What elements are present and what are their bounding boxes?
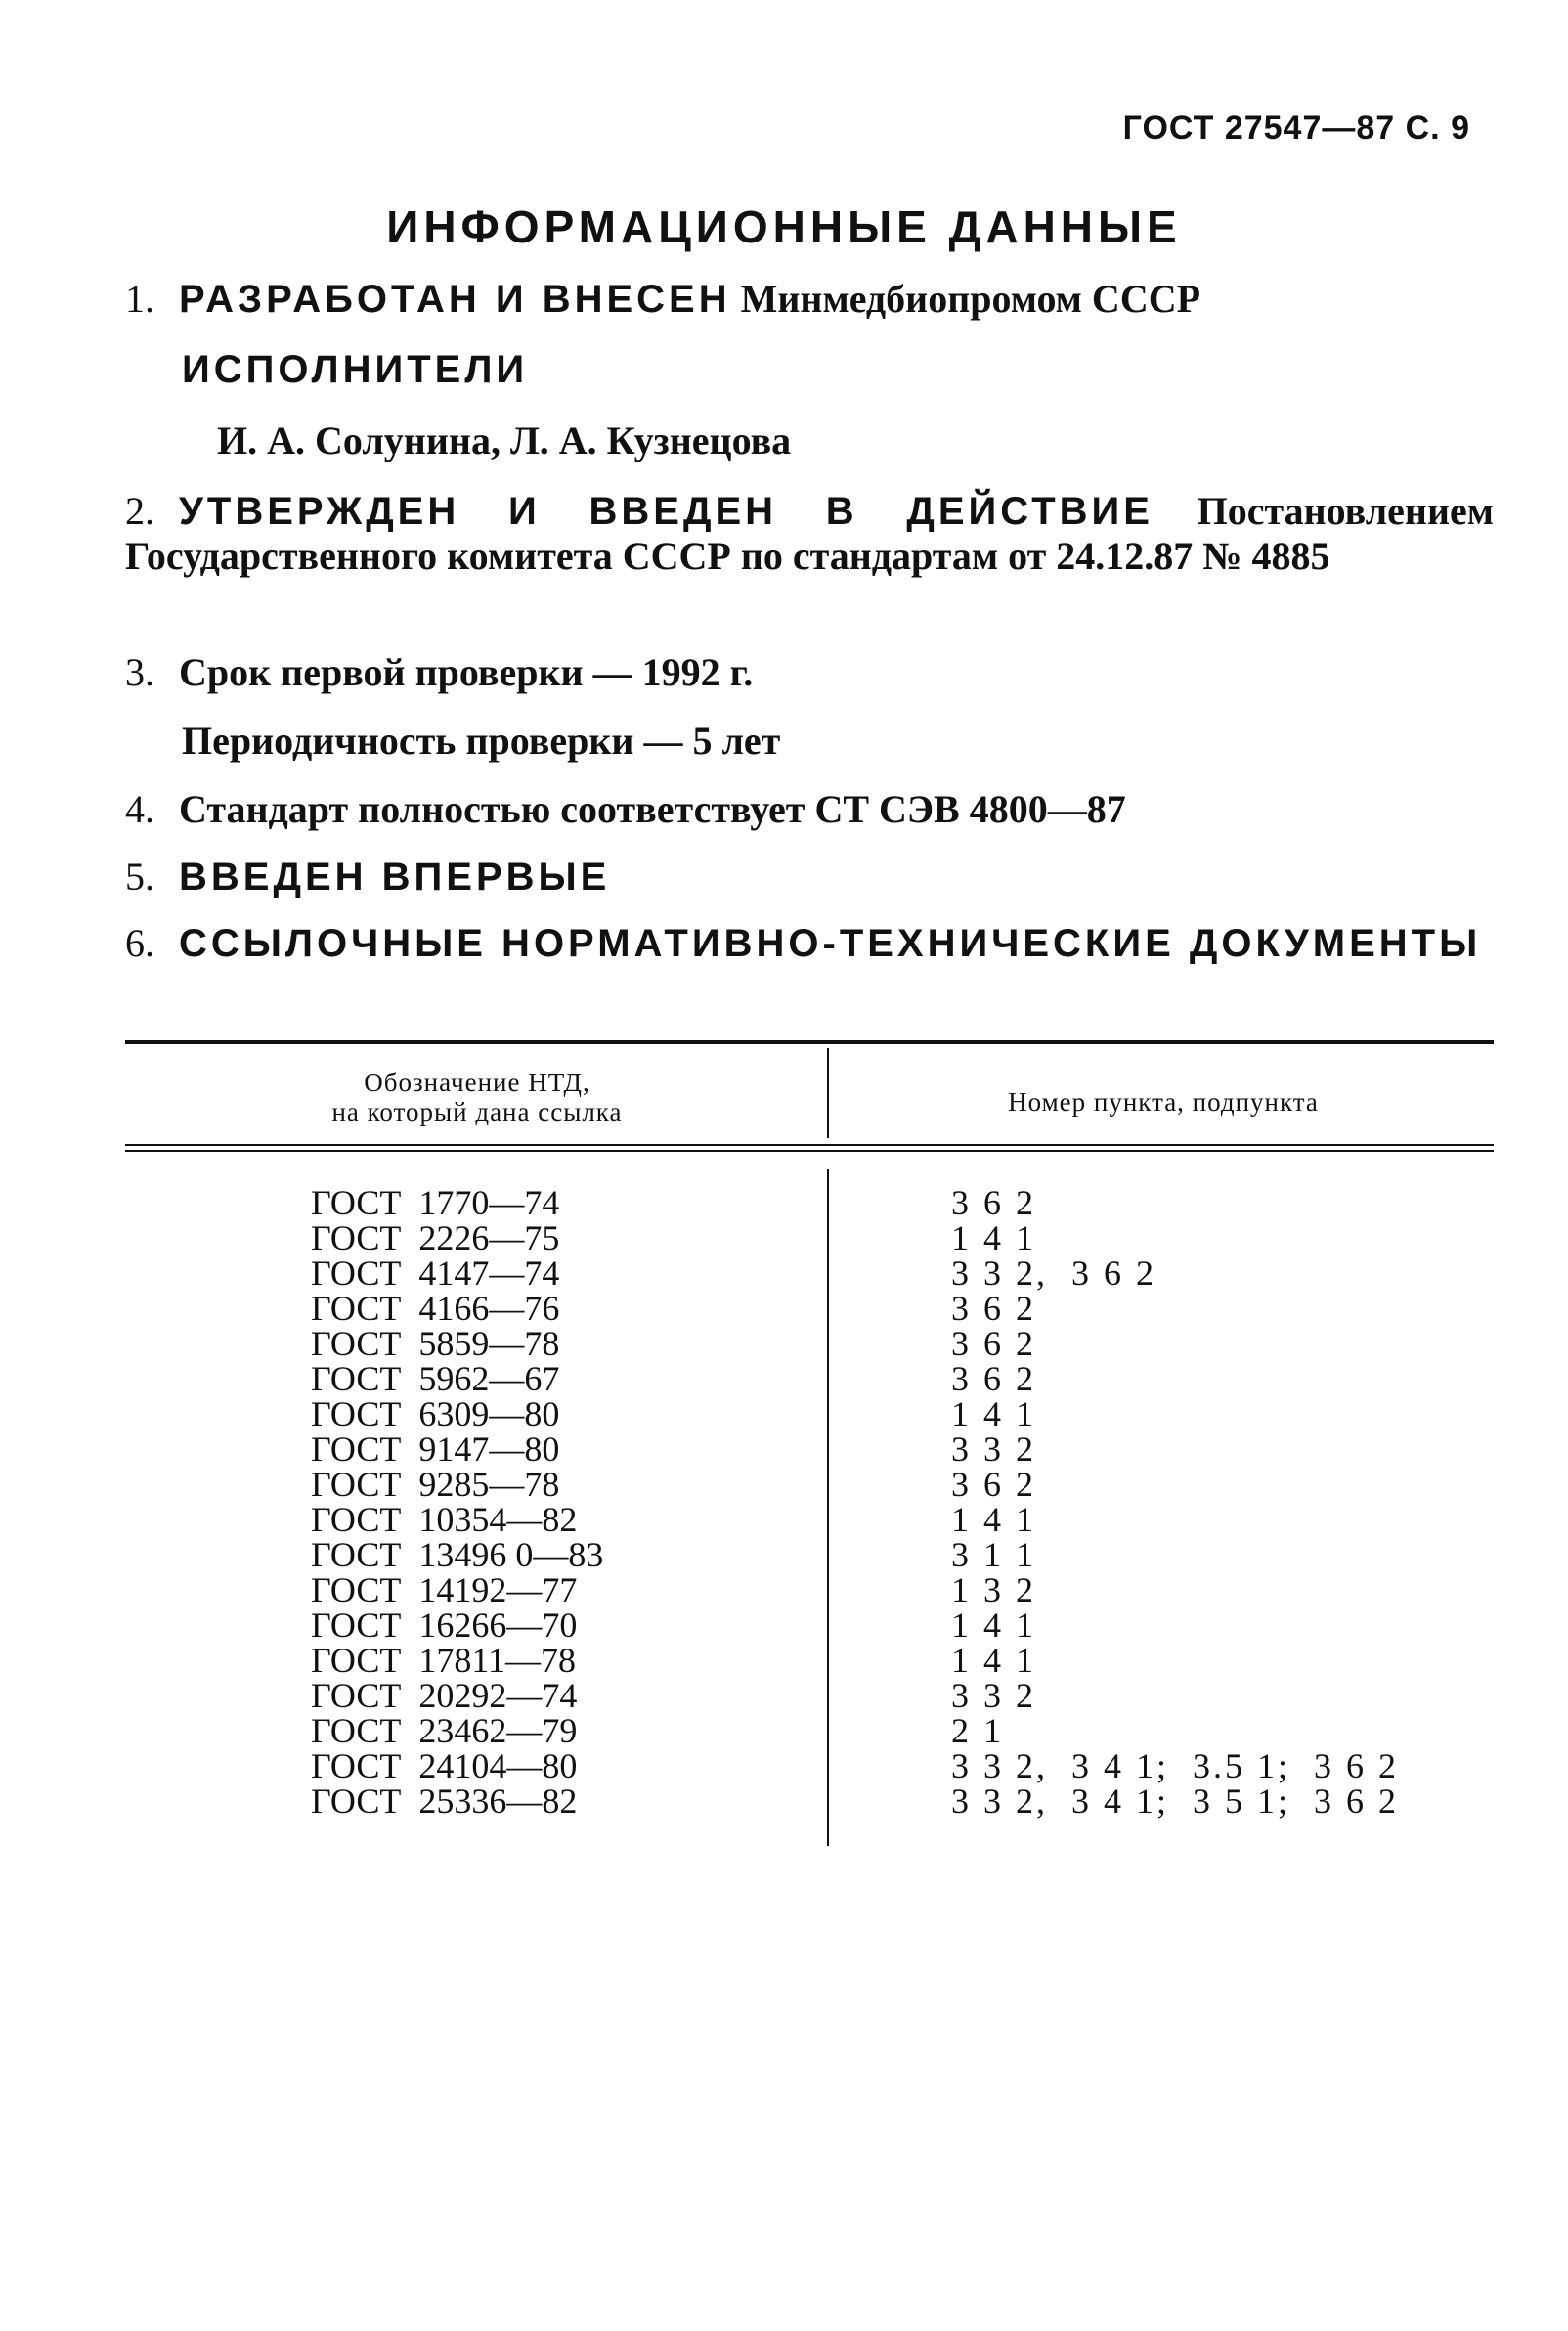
ntd-designation: ГОСТ 10354—82 bbox=[311, 1500, 578, 1539]
ntd-designation: ГОСТ 2226—75 bbox=[311, 1218, 560, 1257]
item-first-check bbox=[125, 650, 1494, 695]
column-header-clause: Номер пункта, подпункта bbox=[1008, 1087, 1319, 1117]
table-row bbox=[125, 1502, 1494, 1537]
table-row bbox=[125, 1326, 1494, 1361]
clause-number: 1 4 1 bbox=[951, 1218, 1036, 1257]
ntd-designation: ГОСТ 20292—74 bbox=[311, 1676, 578, 1715]
clause-number: 3 3 2, 3 4 1; 3 5 1; 3 6 2 bbox=[951, 1781, 1400, 1821]
clause-number: 3 1 1 bbox=[951, 1535, 1036, 1574]
item-compliance bbox=[125, 787, 1494, 832]
item-lead: РАЗРАБОТАН И ВНЕСЕН bbox=[179, 278, 731, 321]
table-row bbox=[125, 1537, 1494, 1572]
table-row bbox=[125, 1361, 1494, 1396]
ntd-designation: ГОСТ 25336—82 bbox=[311, 1781, 578, 1821]
ntd-designation: ГОСТ 13496 0—83 bbox=[311, 1535, 604, 1574]
item-number: 6. bbox=[125, 921, 154, 965]
table-row bbox=[125, 1783, 1494, 1819]
column-header-ntd-line2: на который дана ссылка bbox=[331, 1097, 623, 1126]
executors-names: И. А. Солунина, Л. А. Кузнецова bbox=[217, 418, 792, 462]
clause-number: 3 3 2 bbox=[951, 1676, 1036, 1715]
clause-number: 3 3 2, 3 6 2 bbox=[951, 1253, 1156, 1293]
clause-number: 3 6 2 bbox=[951, 1183, 1036, 1222]
ntd-designation: ГОСТ 5859—78 bbox=[311, 1324, 560, 1363]
header-column-divider bbox=[827, 1048, 829, 1138]
ntd-designation: ГОСТ 16266—70 bbox=[311, 1605, 578, 1645]
table-row bbox=[125, 1748, 1494, 1783]
clause-number: 1 4 1 bbox=[951, 1500, 1036, 1539]
ntd-designation: ГОСТ 5962—67 bbox=[311, 1359, 560, 1398]
ntd-designation: ГОСТ 17811—78 bbox=[311, 1641, 577, 1680]
item-approved bbox=[125, 489, 1494, 579]
ntd-designation: ГОСТ 14192—77 bbox=[311, 1570, 578, 1609]
document-section-title: ИНФОРМАЦИОННЫЕ ДАННЫЕ bbox=[386, 201, 1182, 252]
item-lead: УТВЕРЖДЕН И ВВЕДЕН В ДЕЙСТВИЕ bbox=[179, 490, 1154, 533]
item-text: Постановлением Государственного комитета СССР по стандартам от 24.12.87 № 4885 bbox=[125, 489, 1495, 578]
table-row bbox=[125, 1607, 1494, 1643]
table-row bbox=[125, 1643, 1494, 1678]
item-text: Стандарт полностью соответствует СТ СЭВ 4800—87 bbox=[179, 787, 1126, 831]
column-header-ntd bbox=[223, 1068, 731, 1126]
item-reference-documents bbox=[125, 921, 1484, 966]
item-text: Минмедбиопромом СССР bbox=[740, 277, 1201, 321]
item-text: Срок первой проверки — 1992 г. bbox=[179, 650, 754, 694]
clause-number: 3 6 2 bbox=[951, 1465, 1036, 1504]
ntd-designation: ГОСТ 9285—78 bbox=[311, 1465, 560, 1504]
item-introduced-first bbox=[125, 855, 1494, 900]
table-row bbox=[125, 1431, 1494, 1467]
reference-table-body bbox=[125, 1185, 1494, 1819]
check-periodicity: Периодичность проверки — 5 лет bbox=[182, 719, 781, 763]
item-number: 5. bbox=[125, 855, 154, 899]
table-row bbox=[125, 1220, 1494, 1255]
table-row bbox=[125, 1713, 1494, 1748]
table-row bbox=[125, 1467, 1494, 1502]
clause-number: 1 3 2 bbox=[951, 1570, 1036, 1609]
table-row bbox=[125, 1572, 1494, 1607]
clause-number: 1 4 1 bbox=[951, 1394, 1036, 1433]
table-row bbox=[125, 1255, 1494, 1291]
clause-number: 2 1 bbox=[951, 1711, 1004, 1750]
table-top-rule bbox=[125, 1040, 1494, 1044]
clause-number: 1 4 1 bbox=[951, 1641, 1036, 1680]
clause-number: 3 6 2 bbox=[951, 1289, 1036, 1328]
table-row bbox=[125, 1291, 1494, 1326]
item-number: 3. bbox=[125, 650, 154, 694]
table-row bbox=[125, 1396, 1494, 1431]
ntd-designation: ГОСТ 23462—79 bbox=[311, 1711, 578, 1750]
clause-number: 3 6 2 bbox=[951, 1324, 1036, 1363]
table-row bbox=[125, 1185, 1494, 1220]
item-developed-by bbox=[125, 277, 1494, 322]
table-header-rule bbox=[125, 1144, 1494, 1152]
page-header: ГОСТ 27547—87 С. 9 bbox=[1122, 110, 1470, 147]
item-number: 1. bbox=[125, 277, 154, 321]
clause-number: 3 6 2 bbox=[951, 1359, 1036, 1398]
clause-number: 3 3 2, 3 4 1; 3.5 1; 3 6 2 bbox=[951, 1746, 1400, 1785]
item-lead: ВВЕДЕН ВПЕРВЫЕ bbox=[179, 856, 611, 899]
column-header-ntd-line1: Обозначение НТД, bbox=[364, 1068, 590, 1097]
executors-label: ИСПОЛНИТЕЛИ bbox=[182, 348, 529, 391]
ntd-designation: ГОСТ 6309—80 bbox=[311, 1394, 560, 1433]
item-number: 4. bbox=[125, 787, 154, 831]
item-number: 2. bbox=[125, 489, 154, 533]
item-lead: ССЫЛОЧНЫЕ НОРМАТИВНО-ТЕХНИЧЕСКИЕ ДОКУМЕНТЫ bbox=[179, 922, 1482, 965]
ntd-designation: ГОСТ 9147—80 bbox=[311, 1429, 560, 1469]
clause-number: 3 3 2 bbox=[951, 1429, 1036, 1469]
ntd-designation: ГОСТ 4166—76 bbox=[311, 1289, 560, 1328]
ntd-designation: ГОСТ 4147—74 bbox=[311, 1253, 560, 1293]
table-row bbox=[125, 1678, 1494, 1713]
ntd-designation: ГОСТ 1770—74 bbox=[311, 1183, 560, 1222]
clause-number: 1 4 1 bbox=[951, 1605, 1036, 1645]
ntd-designation: ГОСТ 24104—80 bbox=[311, 1746, 578, 1785]
